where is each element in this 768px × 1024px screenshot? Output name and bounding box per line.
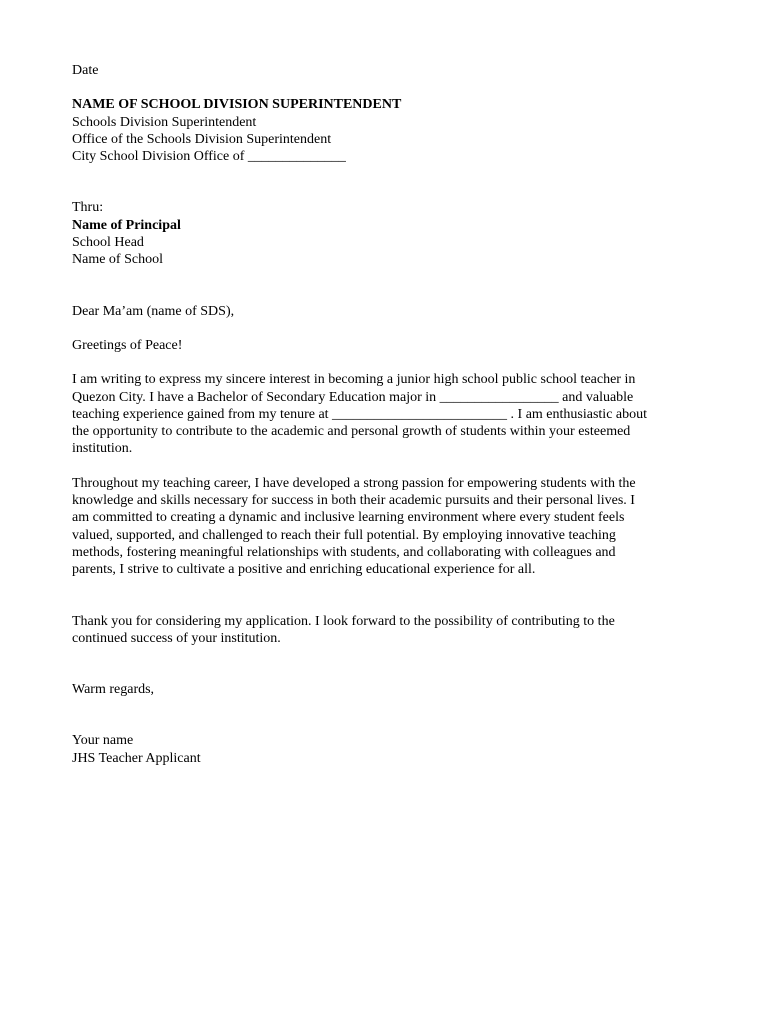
principal-title: School Head: [72, 235, 144, 251]
spacer: [72, 165, 696, 199]
spacer: [72, 354, 696, 371]
signature-title: JHS Teacher Applicant: [72, 750, 201, 766]
date-line: Date: [72, 63, 99, 78]
paragraph-line: am committed to creating a dynamic and inclusive learning environment where every student feels: [72, 510, 625, 526]
paragraph-thanks: [72, 613, 696, 648]
spacer: [72, 647, 696, 681]
spacer: [72, 458, 696, 475]
spacer: [72, 320, 696, 337]
paragraph-line: Thank you for considering my application. I look forward to the possibility of contributing to the: [72, 613, 615, 629]
signature-block: [72, 732, 696, 767]
paragraph-experience: [72, 475, 696, 579]
recipient-name: NAME OF SCHOOL DIVISION SUPERINTENDENT: [72, 97, 402, 113]
signature-name: Your name: [72, 733, 134, 749]
principal-name: Name of Principal: [72, 217, 181, 233]
paragraph-line: the opportunity to contribute to the academic and personal growth of students within your esteemed: [72, 424, 631, 440]
spacer: [72, 698, 696, 732]
paragraph-line: methods, fostering meaningful relationships with students, and collaborating with colleagues and: [72, 544, 616, 560]
recipient-office: Office of the Schools Division Superintendent: [72, 131, 332, 147]
recipient-division: City School Division Office of ______________: [72, 149, 346, 165]
paragraph-line: I am writing to express my sincere interest in becoming a junior high school public school teacher in: [72, 372, 636, 388]
paragraph-line: continued success of your institution.: [72, 630, 281, 646]
spacer: [72, 579, 696, 613]
paragraph-line: Throughout my teaching career, I have developed a strong passion for empowering students with the: [72, 475, 636, 491]
paragraph-line: teaching experience gained from my tenure at _________________________ . I am enthusiastic about: [72, 406, 648, 422]
greeting: Greetings of Peace!: [72, 337, 183, 353]
paragraph-line: valued, supported, and challenged to reach their full potential. By employing innovative teaching: [72, 527, 616, 543]
paragraph-line: institution.: [72, 441, 133, 457]
letter-page: [72, 62, 696, 767]
thru-label: Thru:: [72, 200, 104, 216]
paragraph-line: knowledge and skills necessary for success in both their academic pursuits and their personal lives. I: [72, 493, 635, 509]
recipient-block: [72, 96, 696, 165]
salutation: Dear Ma’am (name of SDS),: [72, 303, 235, 319]
recipient-title: Schools Division Superintendent: [72, 114, 257, 130]
school-name: Name of School: [72, 252, 163, 268]
paragraph-line: parents, I strive to cultivate a positive and enriching educational experience for all.: [72, 562, 536, 578]
thru-block: [72, 199, 696, 268]
paragraph-line: Quezon City. I have a Bachelor of Secondary Education major in _________________ and valuable: [72, 389, 634, 405]
spacer: [72, 79, 696, 96]
spacer: [72, 269, 696, 303]
closing: Warm regards,: [72, 682, 155, 698]
paragraph-intro: [72, 371, 696, 457]
